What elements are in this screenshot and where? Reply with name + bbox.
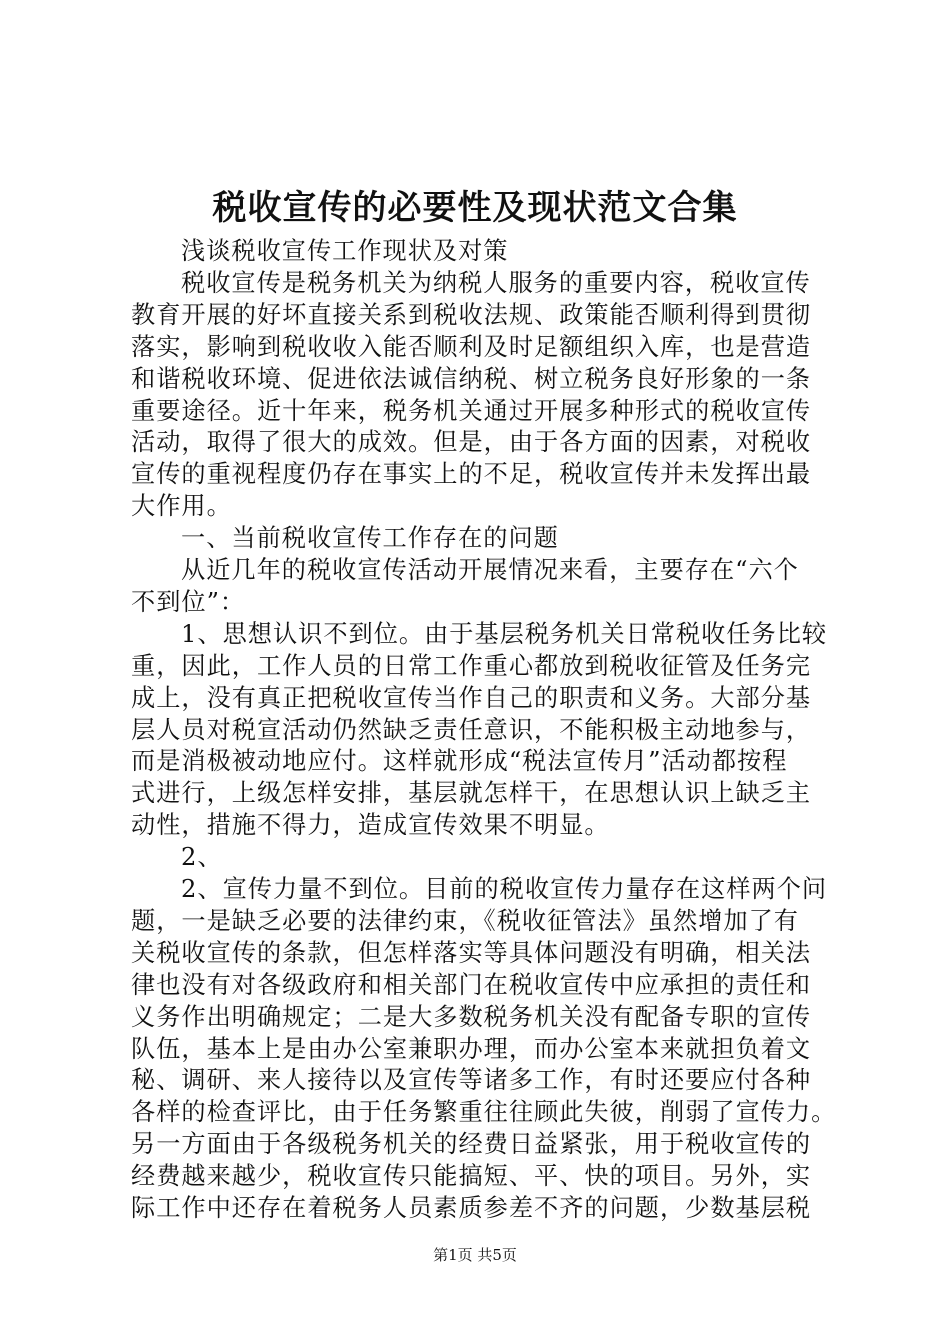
paragraph-line: 1、思想认识不到位。由于基层税务机关日常税收任务比较 bbox=[181, 619, 828, 648]
paragraph-line: 不到位”： bbox=[131, 587, 246, 616]
document-title: 税收宣传的必要性及现状范文合集 bbox=[212, 188, 738, 228]
paragraph-line: 税收宣传是税务机关为纳税人服务的重要内容，税收宣传 bbox=[181, 268, 811, 297]
paragraph-line: 从近几年的税收宣传活动开展情况来看，主要存在“六个 bbox=[181, 556, 799, 584]
paragraph-line: 动性，措施不得力，造成宣传效果不明显。 bbox=[131, 811, 610, 840]
paragraph-line: 落实，影响到税收收入能否顺利及时足额组织入库，也是营造 bbox=[131, 332, 812, 361]
paragraph-line: 队伍，基本上是由办公室兼职办理，而办公室本来就担负着文 bbox=[131, 1034, 812, 1063]
paragraph-line: 重要途径。近十年来，税务机关通过开展多种形式的税收宣传 bbox=[131, 396, 812, 425]
paragraph-line: 各样的检查评比，由于任务繁重往往顾此失彼，削弱了宣传力。 bbox=[131, 1098, 837, 1127]
paragraph-line: 律也没有对各级政府和相关部门在税收宣传中应承担的责任和 bbox=[131, 970, 812, 999]
paragraph-line: 宣传的重视程度仍存在事实上的不足，税收宣传并未发挥出最 bbox=[131, 460, 812, 489]
page-footer: 第1页 共5页 bbox=[433, 1246, 517, 1264]
paragraph-line: 教育开展的好坏直接关系到税收法规、政策能否顺利得到贯彻 bbox=[131, 300, 812, 329]
section-heading: 一、当前税收宣传工作存在的问题 bbox=[181, 524, 559, 553]
paragraph-line: 成上，没有真正把税收宣传当作自己的职责和义务。大部分基 bbox=[131, 683, 812, 712]
paragraph-line: 2、宣传力量不到位。目前的税收宣传力量存在这样两个问 bbox=[181, 875, 828, 903]
paragraph-line: 秘、调研、来人接待以及宣传等诸多工作，有时还要应付各种 bbox=[131, 1066, 812, 1095]
paragraph-line: 和谐税收环境、促进依法诚信纳税、树立税务良好形象的一条 bbox=[131, 364, 812, 393]
paragraph-line: 而是消极被动地应付。这样就形成“税法宣传月”活动都按程 bbox=[131, 747, 788, 776]
paragraph-line: 义务作出明确规定；二是大多数税务机关没有配备专职的宣传 bbox=[131, 1002, 812, 1031]
paragraph-line: 式进行，上级怎样安排，基层就怎样干，在思想认识上缺乏主 bbox=[131, 779, 812, 808]
paragraph-line: 另一方面由于各级税务机关的经费日益紧张，用于税收宣传的 bbox=[131, 1130, 812, 1159]
paragraph-line: 题，一是缺乏必要的法律约束，《税收征管法》虽然增加了有 bbox=[131, 906, 799, 935]
paragraph-line: 层人员对税宣活动仍然缺乏责任意识，不能积极主动地参与， bbox=[131, 715, 812, 744]
paragraph-line: 大作用。 bbox=[131, 492, 232, 521]
subtitle-line: 浅谈税收宣传工作现状及对策 bbox=[181, 237, 509, 265]
paragraph-line: 重，因此，工作人员的日常工作重心都放到税收征管及任务完 bbox=[131, 651, 812, 680]
paragraph-line: 关税收宣传的条款，但怎样落实等具体问题没有明确，相关法 bbox=[131, 938, 812, 967]
paragraph-line: 2、 bbox=[181, 843, 223, 872]
paragraph-line-overflow: 际工作中还存在着税务人员素质参差不齐的问题，少数基层税 bbox=[131, 1194, 812, 1222]
paragraph-line: 经费越来越少，税收宣传只能搞短、平、快的项目。另外，实 bbox=[131, 1162, 812, 1191]
paragraph-line: 活动，取得了很大的成效。但是，由于各方面的因素，对税收 bbox=[131, 428, 812, 457]
